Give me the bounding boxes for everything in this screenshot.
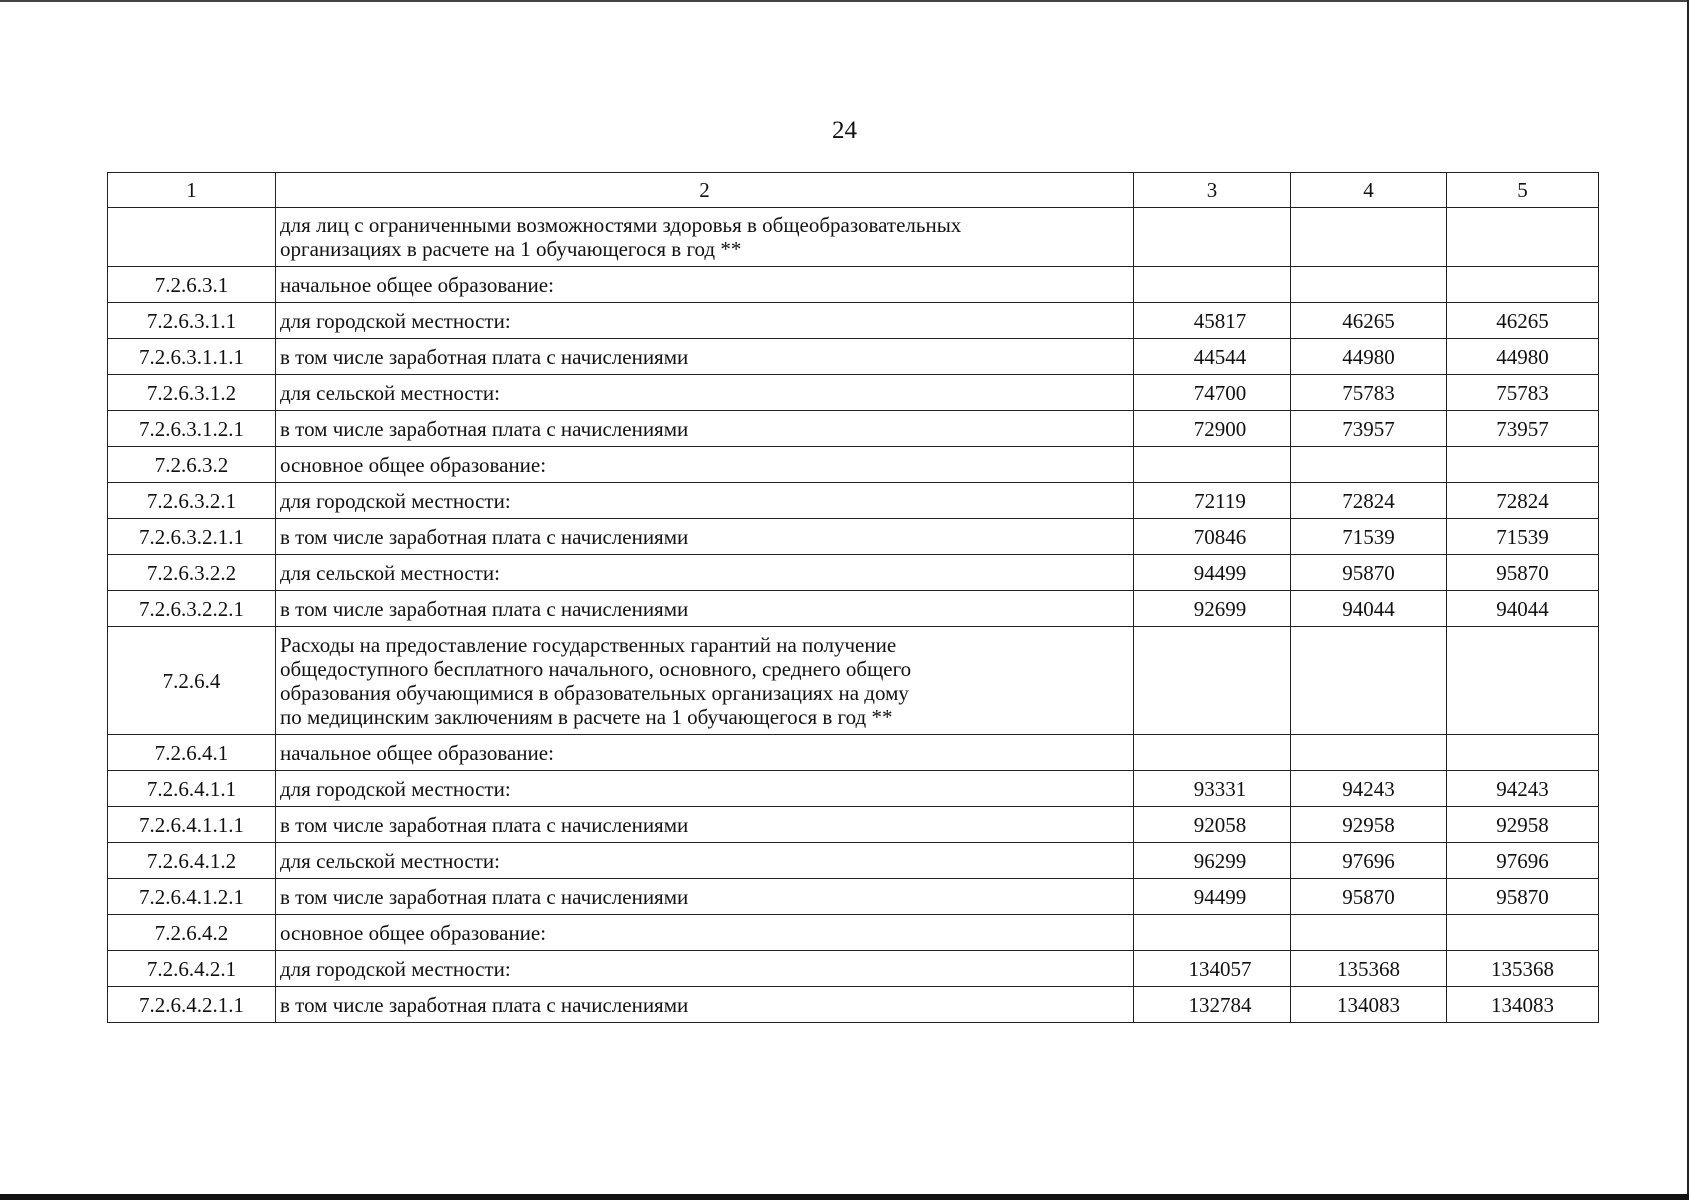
row-code: 7.2.6.4.2.1 <box>108 951 276 987</box>
table-row <box>108 411 1599 447</box>
table-body <box>108 173 1599 1023</box>
row-value-col4: 97696 <box>1291 843 1447 879</box>
row-value-col3 <box>1134 915 1291 951</box>
row-description: начальное общее образование: <box>276 735 1134 771</box>
table-row <box>108 555 1599 591</box>
row-value-col5: 71539 <box>1447 519 1599 555</box>
header-cell-5: 5 <box>1447 173 1599 208</box>
table-row <box>108 735 1599 771</box>
row-value-col4 <box>1291 627 1447 735</box>
row-value-col5 <box>1447 208 1599 267</box>
row-code: 7.2.6.4 <box>108 627 276 735</box>
row-description: в том числе заработная плата с начислениями <box>276 987 1134 1023</box>
row-description: в том числе заработная плата с начислениями <box>276 339 1134 375</box>
row-value-col3: 92699 <box>1134 591 1291 627</box>
row-code: 7.2.6.3.2 <box>108 447 276 483</box>
row-value-col4: 95870 <box>1291 555 1447 591</box>
row-value-col3: 74700 <box>1134 375 1291 411</box>
row-code: 7.2.6.3.1.1.1 <box>108 339 276 375</box>
row-code: 7.2.6.4.1 <box>108 735 276 771</box>
row-value-col5: 44980 <box>1447 339 1599 375</box>
row-description: основное общее образование: <box>276 447 1134 483</box>
row-value-col5 <box>1447 915 1599 951</box>
row-value-col5: 94044 <box>1447 591 1599 627</box>
row-description: для городской местности: <box>276 771 1134 807</box>
row-value-col4 <box>1291 915 1447 951</box>
row-code <box>108 208 276 267</box>
row-value-col4: 46265 <box>1291 303 1447 339</box>
table-row <box>108 843 1599 879</box>
row-value-col4: 75783 <box>1291 375 1447 411</box>
page-number: 24 <box>832 117 857 144</box>
table-row <box>108 915 1599 951</box>
row-code: 7.2.6.3.1 <box>108 267 276 303</box>
row-value-col5: 97696 <box>1447 843 1599 879</box>
row-value-col3: 132784 <box>1134 987 1291 1023</box>
row-value-col5 <box>1447 447 1599 483</box>
row-description: в том числе заработная плата с начислениями <box>276 411 1134 447</box>
row-description: для городской местности: <box>276 303 1134 339</box>
row-description: в том числе заработная плата с начислениями <box>276 807 1134 843</box>
row-value-col4: 94044 <box>1291 591 1447 627</box>
row-value-col5: 75783 <box>1447 375 1599 411</box>
row-value-col4 <box>1291 735 1447 771</box>
row-code: 7.2.6.3.2.2.1 <box>108 591 276 627</box>
row-value-col3: 72900 <box>1134 411 1291 447</box>
row-code: 7.2.6.4.1.2 <box>108 843 276 879</box>
header-cell-4: 4 <box>1291 173 1447 208</box>
row-description: для сельской местности: <box>276 555 1134 591</box>
row-value-col5 <box>1447 735 1599 771</box>
table-row <box>108 591 1599 627</box>
row-description: для сельской местности: <box>276 843 1134 879</box>
row-value-col5: 73957 <box>1447 411 1599 447</box>
row-code: 7.2.6.3.1.2.1 <box>108 411 276 447</box>
row-description: основное общее образование: <box>276 915 1134 951</box>
row-description: для городской местности: <box>276 951 1134 987</box>
row-value-col4 <box>1291 267 1447 303</box>
table-row <box>108 627 1599 735</box>
table-row <box>108 447 1599 483</box>
row-value-col3: 70846 <box>1134 519 1291 555</box>
table-row <box>108 267 1599 303</box>
row-value-col4: 44980 <box>1291 339 1447 375</box>
row-value-col3: 94499 <box>1134 555 1291 591</box>
table-row <box>108 987 1599 1023</box>
row-value-col5 <box>1447 267 1599 303</box>
row-value-col4: 71539 <box>1291 519 1447 555</box>
row-value-col3: 93331 <box>1134 771 1291 807</box>
row-value-col4 <box>1291 208 1447 267</box>
table-row <box>108 951 1599 987</box>
row-value-col5: 72824 <box>1447 483 1599 519</box>
row-value-col5: 94243 <box>1447 771 1599 807</box>
row-value-col4: 73957 <box>1291 411 1447 447</box>
row-description: для сельской местности: <box>276 375 1134 411</box>
row-value-col4: 72824 <box>1291 483 1447 519</box>
scan-edge-bottom <box>0 1194 1689 1200</box>
table-row <box>108 375 1599 411</box>
row-value-col3 <box>1134 447 1291 483</box>
row-value-col5: 95870 <box>1447 555 1599 591</box>
table-row <box>108 483 1599 519</box>
row-description: в том числе заработная плата с начислениями <box>276 879 1134 915</box>
table-row <box>108 879 1599 915</box>
row-value-col4: 95870 <box>1291 879 1447 915</box>
row-value-col4: 94243 <box>1291 771 1447 807</box>
row-code: 7.2.6.4.1.2.1 <box>108 879 276 915</box>
table-row <box>108 339 1599 375</box>
row-code: 7.2.6.3.2.2 <box>108 555 276 591</box>
row-code: 7.2.6.4.2 <box>108 915 276 951</box>
table-row <box>108 208 1599 267</box>
row-code: 7.2.6.3.1.2 <box>108 375 276 411</box>
row-value-col3 <box>1134 267 1291 303</box>
row-code: 7.2.6.4.1.1.1 <box>108 807 276 843</box>
row-code: 7.2.6.3.2.1 <box>108 483 276 519</box>
row-value-col3 <box>1134 627 1291 735</box>
row-value-col5: 46265 <box>1447 303 1599 339</box>
scan-edge-top <box>0 0 1689 2</box>
row-description: для лиц с ограниченными возможностями здоровья в общеобразовательных организациях в расчете на 1 обучающегося в год ** <box>276 208 1134 267</box>
row-value-col4: 135368 <box>1291 951 1447 987</box>
row-value-col3: 72119 <box>1134 483 1291 519</box>
row-value-col3: 94499 <box>1134 879 1291 915</box>
row-value-col4 <box>1291 447 1447 483</box>
row-code: 7.2.6.4.1.1 <box>108 771 276 807</box>
row-value-col3: 44544 <box>1134 339 1291 375</box>
row-value-col3 <box>1134 208 1291 267</box>
row-value-col5: 134083 <box>1447 987 1599 1023</box>
header-cell-3: 3 <box>1134 173 1291 208</box>
row-description: в том числе заработная плата с начислениями <box>276 519 1134 555</box>
row-value-col4: 134083 <box>1291 987 1447 1023</box>
row-code: 7.2.6.3.1.1 <box>108 303 276 339</box>
header-cell-2: 2 <box>276 173 1134 208</box>
row-value-col5: 95870 <box>1447 879 1599 915</box>
row-value-col5: 92958 <box>1447 807 1599 843</box>
row-value-col3 <box>1134 735 1291 771</box>
row-description: в том числе заработная плата с начислениями <box>276 591 1134 627</box>
row-code: 7.2.6.3.2.1.1 <box>108 519 276 555</box>
row-value-col3: 45817 <box>1134 303 1291 339</box>
row-value-col5 <box>1447 627 1599 735</box>
row-value-col3: 134057 <box>1134 951 1291 987</box>
header-cell-1: 1 <box>108 173 276 208</box>
row-value-col3: 96299 <box>1134 843 1291 879</box>
row-value-col3: 92058 <box>1134 807 1291 843</box>
row-value-col5: 135368 <box>1447 951 1599 987</box>
row-description: начальное общее образование: <box>276 267 1134 303</box>
row-description: для городской местности: <box>276 483 1134 519</box>
row-code: 7.2.6.4.2.1.1 <box>108 987 276 1023</box>
table-row <box>108 303 1599 339</box>
row-description: Расходы на предоставление государственных гарантий на получение общедоступного бесплатного начального, основного, среднего общего образования обучающимися в образовательных организациях на дому по медицинским заключениям в расчете на 1 обучающегося в год ** <box>276 627 1134 735</box>
header-row <box>108 173 1599 208</box>
data-table <box>107 172 1599 1023</box>
row-value-col4: 92958 <box>1291 807 1447 843</box>
table-row <box>108 771 1599 807</box>
table-row <box>108 807 1599 843</box>
table-row <box>108 519 1599 555</box>
